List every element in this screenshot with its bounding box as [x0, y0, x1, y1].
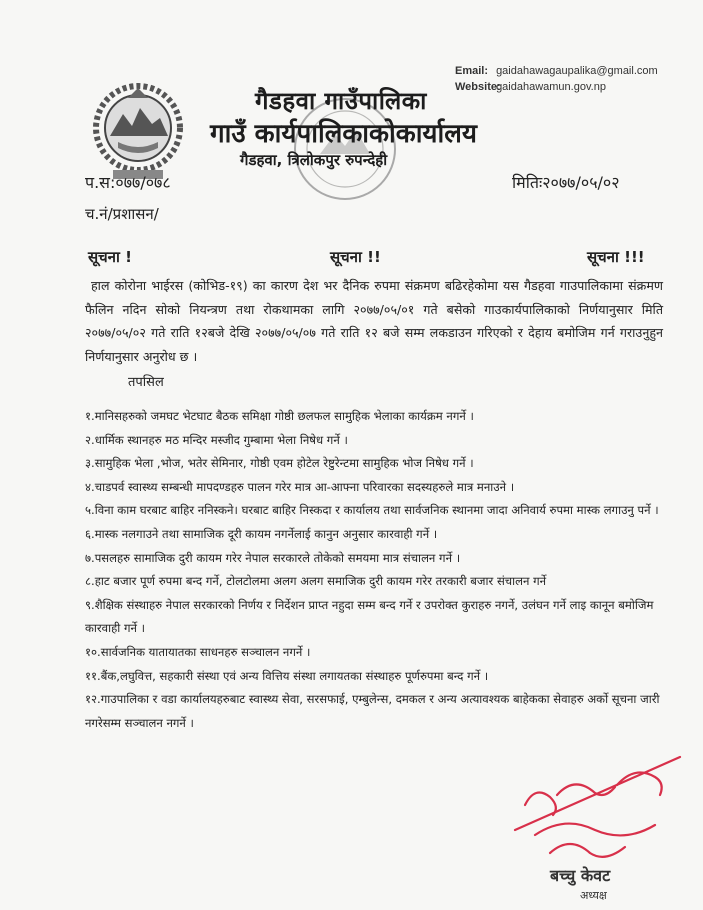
website-address: gaidahawamun.gov.np	[496, 81, 606, 93]
reference-number: प.स:०७७/०७८	[85, 173, 171, 192]
list-item: ७.पसलहरु सामाजिक दुरी कायम गरेर नेपाल सरकारले तोकेको समयमा मात्र संचालन गर्ने ।	[85, 550, 461, 565]
website-label: Website:	[455, 81, 501, 93]
list-item: १०.सार्वजनिक यातायातका साधनहरु सञ्चालन नगर्ने ।	[85, 644, 311, 659]
intro-paragraph: हाल कोरोना भाईरस (कोभिड-१९) का कारण देश भर दैनिक रुपमा संक्रमण बढिरहेकोमा यस गैडहवा गाउपालिकामा संक्रमण फैलिन नदिन सोको नियन्त्रण तथा रोकथामका लागि २०७७/०५/०१ गते बसेको गाउकार्यपालिकाको निर्णयानुसार मिति २०७७/०५/०२ गते राति १२बजे देखि २०७७/०५/०७ गते राति १२ बजे सम्म लकडाउन गरिएको र देहाय बमोजिम गर्न गराउनुहुन निर्णयानुसार अनुरोध छ ।	[85, 278, 663, 364]
directive-list	[85, 405, 665, 735]
notice-heading-3: सूचना !!!	[587, 248, 645, 266]
list-item: ९.शैक्षिक संस्थाहरु नेपाल सरकारको निर्णय र निर्देशन प्राप्त नहुदा सम्म बन्द गर्ने र उपरोक्त कुराहरु नगर्ने, उलंघन गर्ने लाइ कानून बमोजिम कारवाही गर्ने ।	[85, 597, 654, 636]
email-label: Email:	[455, 65, 489, 77]
signatory-name: बच्चु केवट	[550, 866, 611, 885]
office-name: गाउँ कार्यपालिकाकोकार्यालय	[210, 119, 477, 149]
list-item: ६.मास्क नलगाउने तथा सामाजिक दूरी कायम नगर्नेलाई कानुन अनुसार कारवाही गर्ने ।	[85, 526, 438, 541]
dispatch-number: च.नं/प्रशासन/	[85, 205, 159, 223]
website-row	[455, 79, 658, 95]
document-date: मितिः२०७७/०५/०२	[512, 173, 620, 192]
list-item: १२.गाउपालिका र वडा कार्यालयहरुबाट स्वास्थ्य सेवा, सरसफाई, एम्बुलेन्स, दमकल र अन्य अत्यावश्यक बाहेकका सेवाहरु अर्को सूचना जारी नगरेसम्म सञ्चालन नगर्ने ।	[85, 692, 660, 730]
list-item: ४.चाडपर्व स्वास्थ्य सम्बन्धी मापदण्डहरु पालन गरेर मात्र आ-आफ्ना परिवारका सदस्यहरुले मात्र मनाउने ।	[85, 479, 515, 494]
list-item: ८.हाट बजार पूर्ण रुपमा बन्द गर्ने, टोलटोलमा अलग अलग समाजिक दुरी कायम गरेर तरकारी बजार संचालन गर्ने	[85, 574, 547, 589]
list-item: १.मानिसहरुको जमघट भेटघाट बैठक समिक्षा गोष्ठी छलफल सामुहिक भेलाका कार्यक्रम नगर्ने ।	[85, 409, 474, 423]
office-address: गैडहवा, त्रिलोकपुर रुपन्देही	[240, 151, 388, 169]
email-address: gaidahawagaupalika@gmail.com	[496, 65, 658, 77]
list-item: ५.विना काम घरबाट बाहिर ननिस्कने। घरबाट बाहिर निस्कदा र कार्यालय तथा सार्वजनिक स्थानमा जादा अनिवार्य रुपमा मास्क लगाउनु पर्ने ।	[85, 503, 659, 518]
list-item: ३.सामुहिक भेला ,भोज, भतेर सेमिनार, गोष्ठी एवम होटेल रेष्टुरेन्टमा सामुहिक भोज निषेध गर्ने ।	[85, 456, 474, 471]
signature-stamp	[505, 735, 685, 905]
email-row	[455, 63, 658, 79]
list-item: ११.बैंक,लघुवित्त, सहकारी संस्था एवं अन्य वित्तिय संस्था लगायतका संस्थाहरु पूर्णरुपमा बन्द गर्ने ।	[85, 668, 489, 683]
signatory-title: अध्यक्ष	[580, 889, 607, 902]
schedule-heading: तपसिल	[128, 375, 164, 390]
contact-block	[455, 63, 658, 95]
municipality-name: गैडहवा गाउँपालिका	[255, 87, 427, 115]
notice-heading-1: सूचना !	[88, 248, 132, 266]
notice-heading-2: सूचना !!	[330, 248, 381, 266]
list-item: २.धार्मिक स्थानहरु मठ मन्दिर मस्जीद गुम्बामा भेला निषेध गर्ने ।	[85, 432, 348, 447]
